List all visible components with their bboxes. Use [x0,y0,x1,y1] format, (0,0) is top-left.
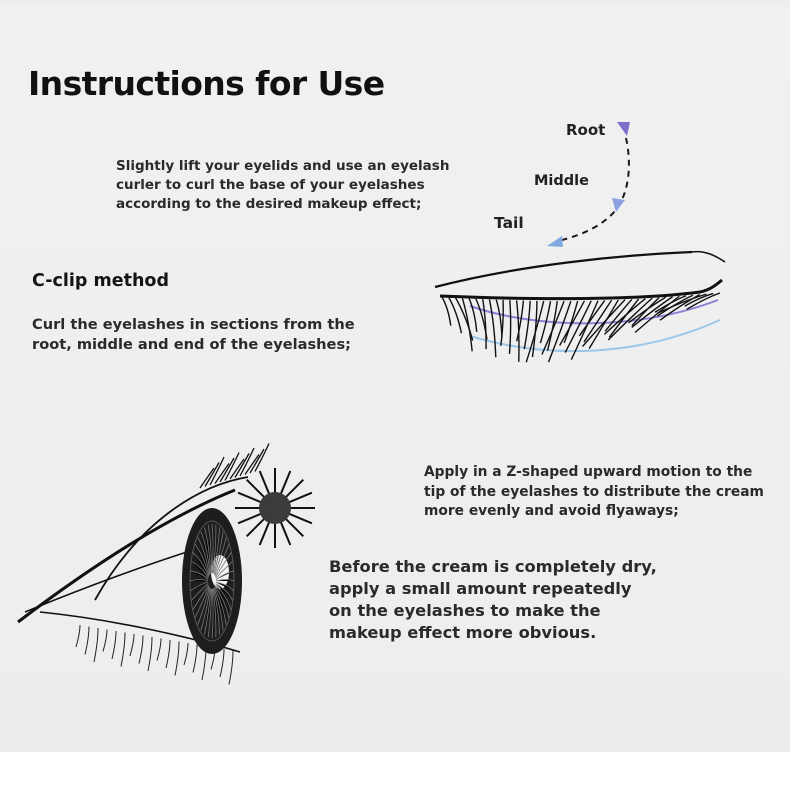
step-section-instruction: Curl the eyelashes in sections from the root, middle and end of the eyelashes; [32,316,355,353]
step-repeat-instruction: Before the cream is completely dry, apply a small amount repeatedly on the eyelashes to make the makeup effect more obvious. [329,557,657,642]
section-heading: C-clip method [32,271,169,291]
label-root: Root [566,121,606,139]
step-curl-instruction: Slightly lift your eyelids and use an eyelash curler to curl the base of your eyelashes according to the desired makeup effect; [116,158,450,212]
page-title: Instructions for Use [28,64,385,103]
label-middle: Middle [534,173,589,189]
step-zshape-instruction: Apply in a Z-shaped upward motion to the tip of the eyelashes to distribute the cream more evenly and avoid flyaways; [424,464,764,519]
label-tail: Tail [494,214,524,232]
lash-brush-icon [235,468,315,548]
